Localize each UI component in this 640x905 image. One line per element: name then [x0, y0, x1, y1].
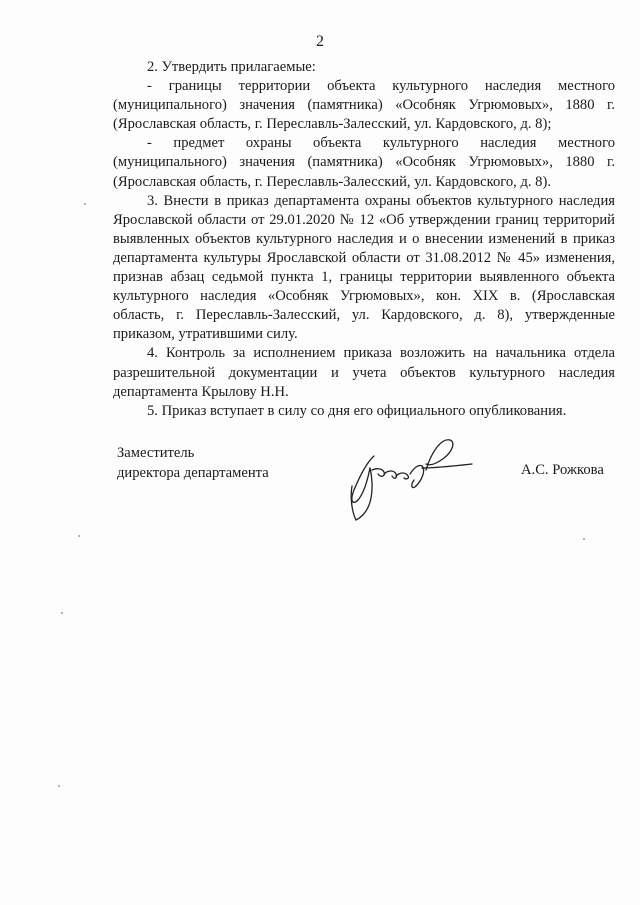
signer-position-line2: директора департамента — [117, 465, 269, 481]
scan-speck — [84, 203, 86, 205]
paragraph-territory-boundaries: - границы территории объекта культурного наследия местного (муниципального) значения (памятника) «Особняк Угрюмовых», 1880 г. (Ярославская область, г. Переславль-Залесский, ул. Кардовского, д. 8); — [113, 78, 615, 133]
scan-speck — [58, 785, 60, 787]
document-body — [113, 58, 615, 421]
scan-speck — [61, 612, 63, 614]
signer-position — [117, 443, 269, 483]
scan-speck — [78, 535, 80, 537]
paragraph-amendment: 3. Внести в приказ департамента охраны объектов культурного наследия Ярославской области от 29.01.2020 № 12 «Об утверждении границ территорий выявленных объектов культурного наследия и о внесении изменений в приказ департамента культуры Ярославской области от 31.08.2012 № 45» изменения, признав абзац седьмой пункта 1, границы территории выявленного объекта культурного наследия «Особняк Угрюмовых», кон. XIX в. (Ярославская область, г. Переславль-Залесский, ул. Кардовского, д. 8), утвержденные приказом, утратившими силу. — [113, 192, 615, 343]
paragraph-protection-subject: - предмет охраны объекта культурного наследия местного (муниципального) значения (памятника) «Особняк Угрюмовых», 1880 г. (Ярославская область, г. Переславль-Залесский, ул. Кардовского, д. 8). — [113, 135, 615, 190]
signer-position-line1: Заместитель — [117, 445, 195, 461]
paragraph-approve: 2. Утвердить прилагаемые: — [147, 59, 316, 75]
handwritten-signature — [326, 428, 476, 528]
page-number: 2 — [316, 33, 324, 50]
paragraph-effective-date: 5. Приказ вступает в силу со дня его официального опубликования. — [147, 402, 567, 419]
signer-name: А.С. Рожкова — [521, 462, 604, 478]
paragraph-control: 4. Контроль за исполнением приказа возложить на начальника отдела разрешительной документации и учета объектов культурного наследия департамента Крылову Н.Н. — [113, 345, 615, 400]
scan-speck — [583, 538, 585, 540]
